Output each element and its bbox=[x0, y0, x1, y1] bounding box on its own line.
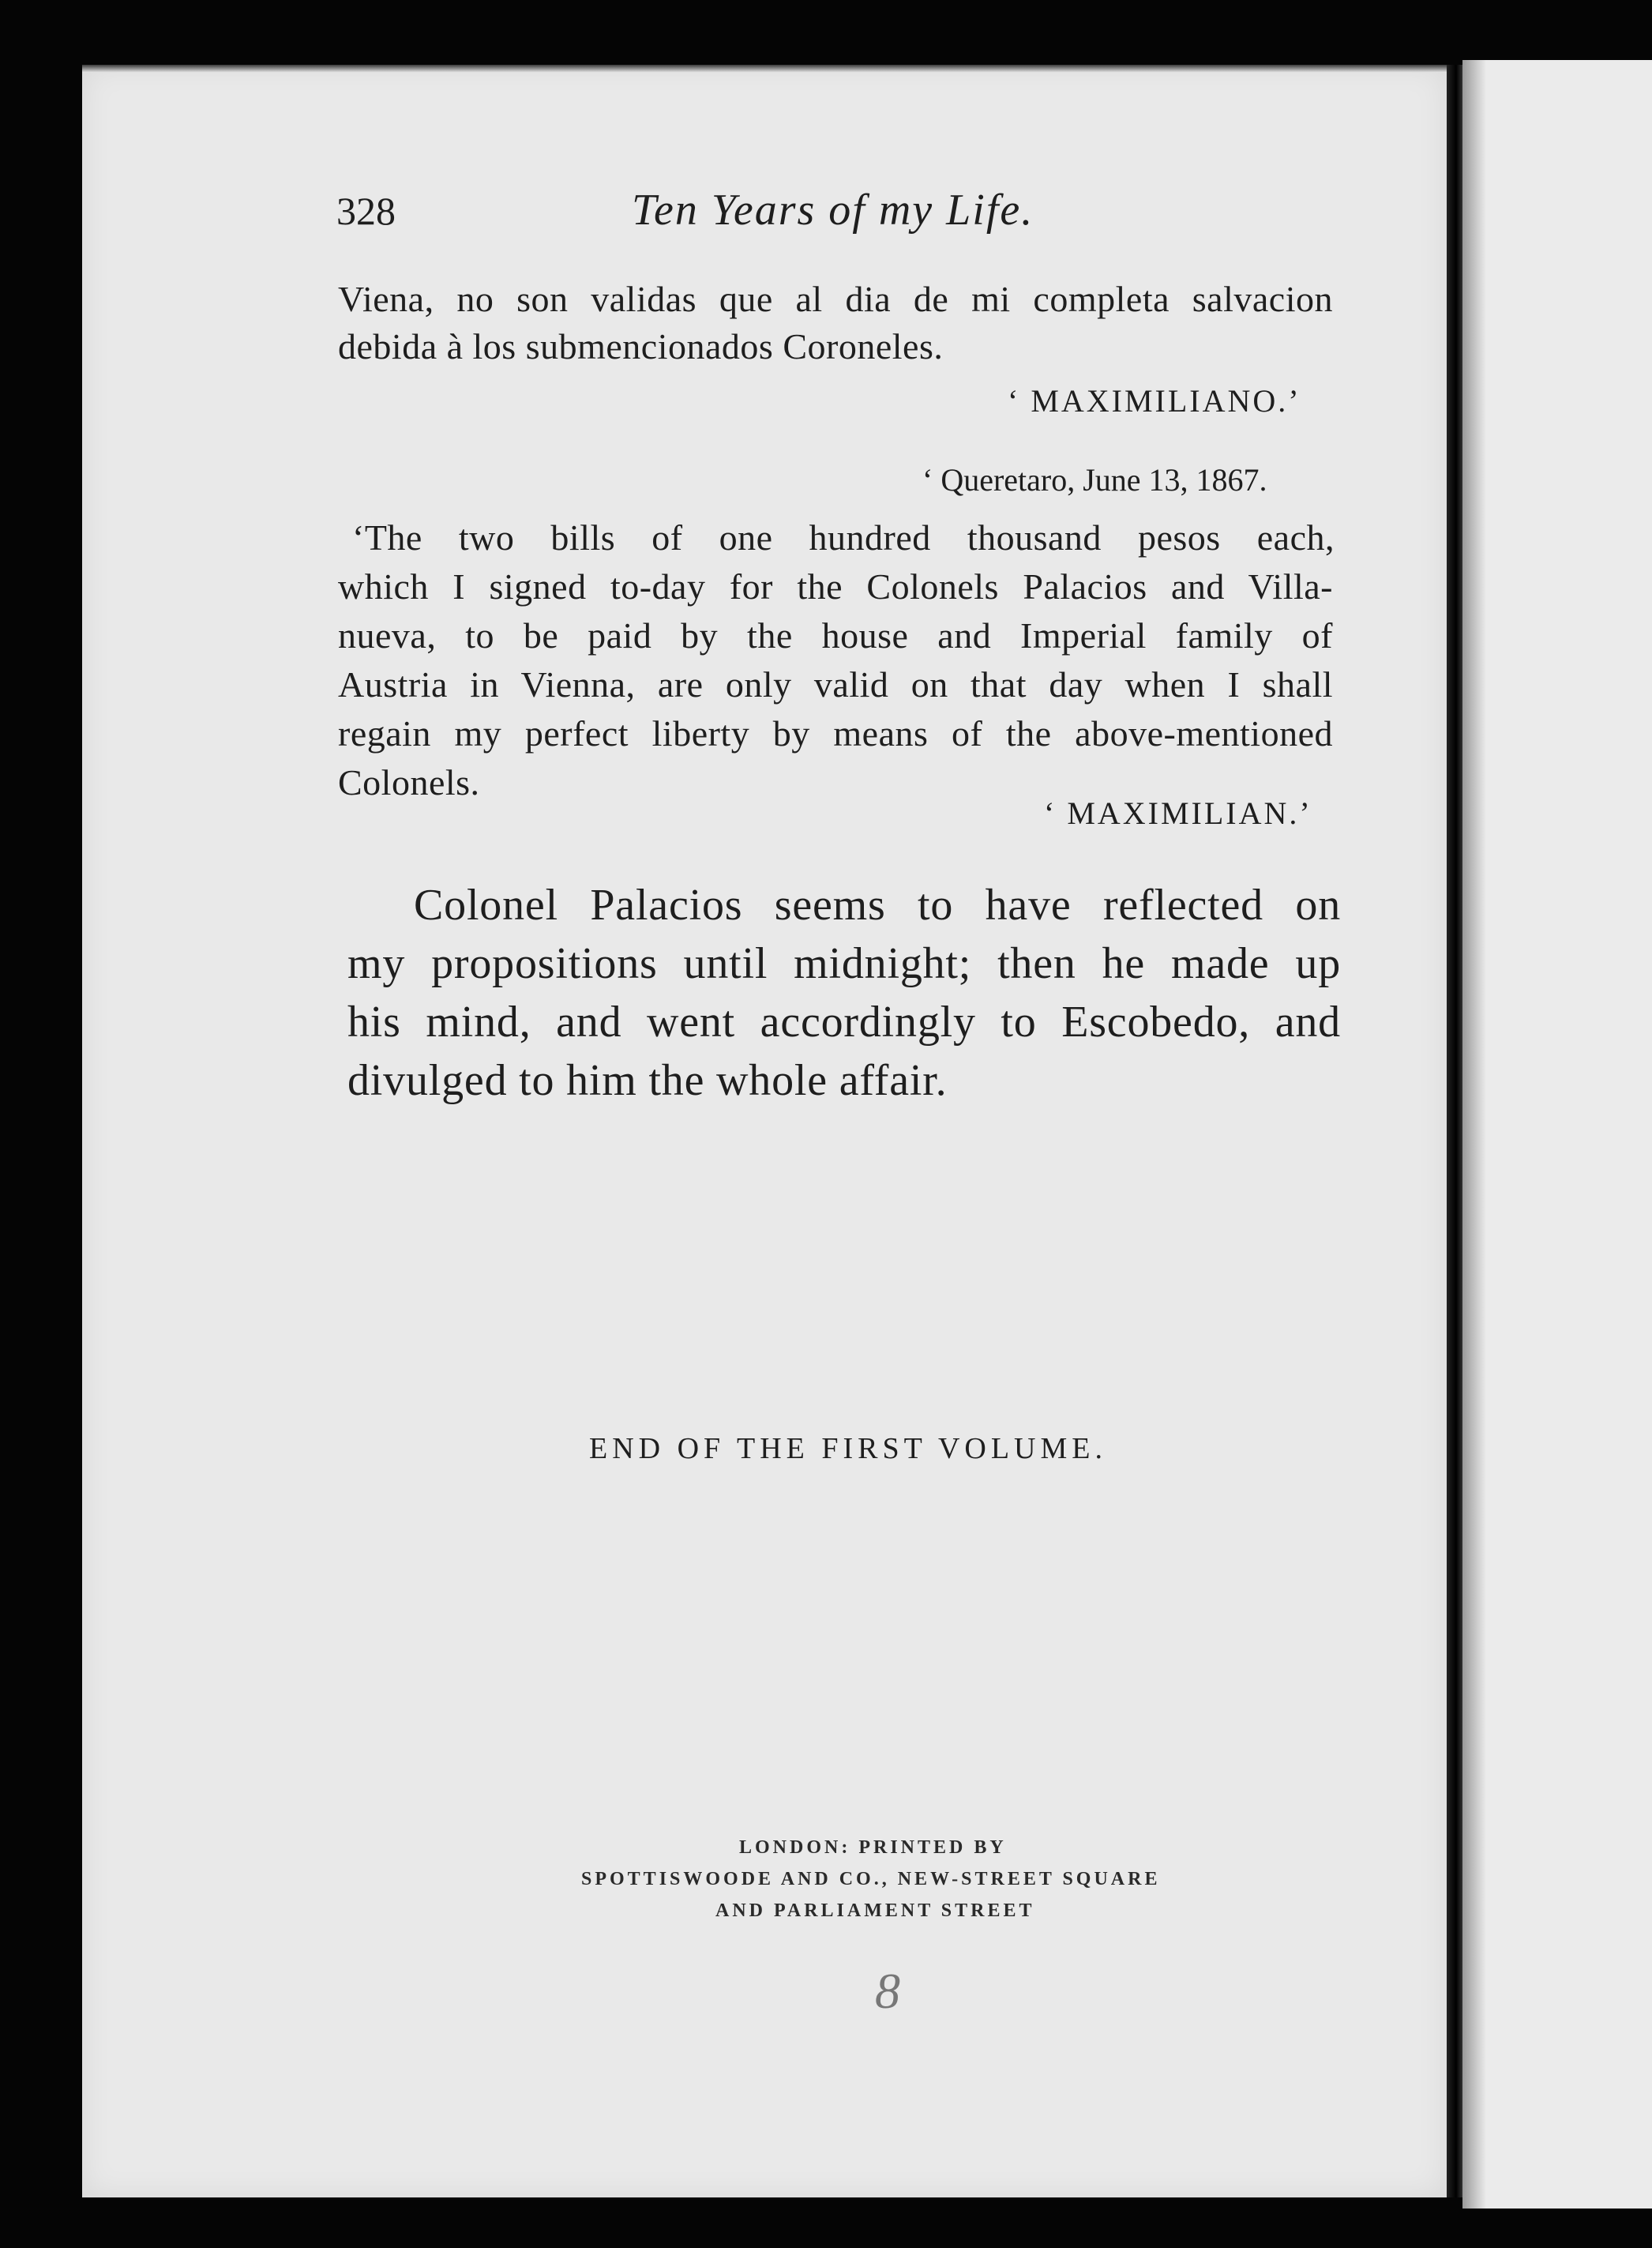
imprint-line-1: LONDON: PRINTED BY bbox=[739, 1837, 1007, 1858]
translation-line-6: Colonels. bbox=[338, 762, 480, 803]
pencil-mark: 8 bbox=[875, 1963, 900, 2019]
book-gutter bbox=[1447, 65, 1462, 2197]
imprint-line-3: AND PARLIAMENT STREET bbox=[715, 1900, 1035, 1921]
dateline: ‘ Queretaro, June 13, 1867. bbox=[922, 462, 1267, 498]
running-title: Ten Years of my Life. bbox=[632, 186, 1034, 235]
page-number: 328 bbox=[336, 189, 396, 233]
narrative-line-2: my propositions until midnight; then he made up bbox=[347, 939, 1341, 988]
narrative-line-1: Colonel Palacios seems to have reflected on bbox=[414, 881, 1341, 930]
english-signature: ‘ MAXIMILIAN.’ bbox=[1044, 795, 1312, 831]
spanish-signature: ‘ MAXIMILIANO.’ bbox=[1008, 383, 1301, 419]
translation-line-1: ‘The two bills of one hundred thousand pesos each, bbox=[352, 517, 1335, 558]
narrative-line-4: divulged to him the whole affair. bbox=[347, 1056, 948, 1105]
facing-page-edge bbox=[1462, 60, 1652, 2209]
translation-line-2: which I signed to-day for the Colonels Palacios and Villa- bbox=[338, 566, 1333, 607]
spanish-letter-line-1: Viena, no son validas que al dia de mi completa salvacion bbox=[338, 279, 1333, 319]
translation-line-3: nueva, to be paid by the house and Imperial family of bbox=[338, 615, 1333, 656]
spanish-letter-line-2: debida à los submencionados Coroneles. bbox=[338, 326, 944, 367]
imprint-line-2: SPOTTISWOODE AND CO., NEW-STREET SQUARE bbox=[581, 1869, 1161, 1889]
narrative-line-3: his mind, and went accordingly to Escobedo, and bbox=[347, 998, 1341, 1047]
translation-line-5: regain my perfect liberty by means of the above-mentioned bbox=[338, 713, 1333, 754]
translation-line-4: Austria in Vienna, are only valid on that day when I shall bbox=[338, 664, 1333, 705]
end-of-volume-note: END OF THE FIRST VOLUME. bbox=[589, 1432, 1107, 1465]
